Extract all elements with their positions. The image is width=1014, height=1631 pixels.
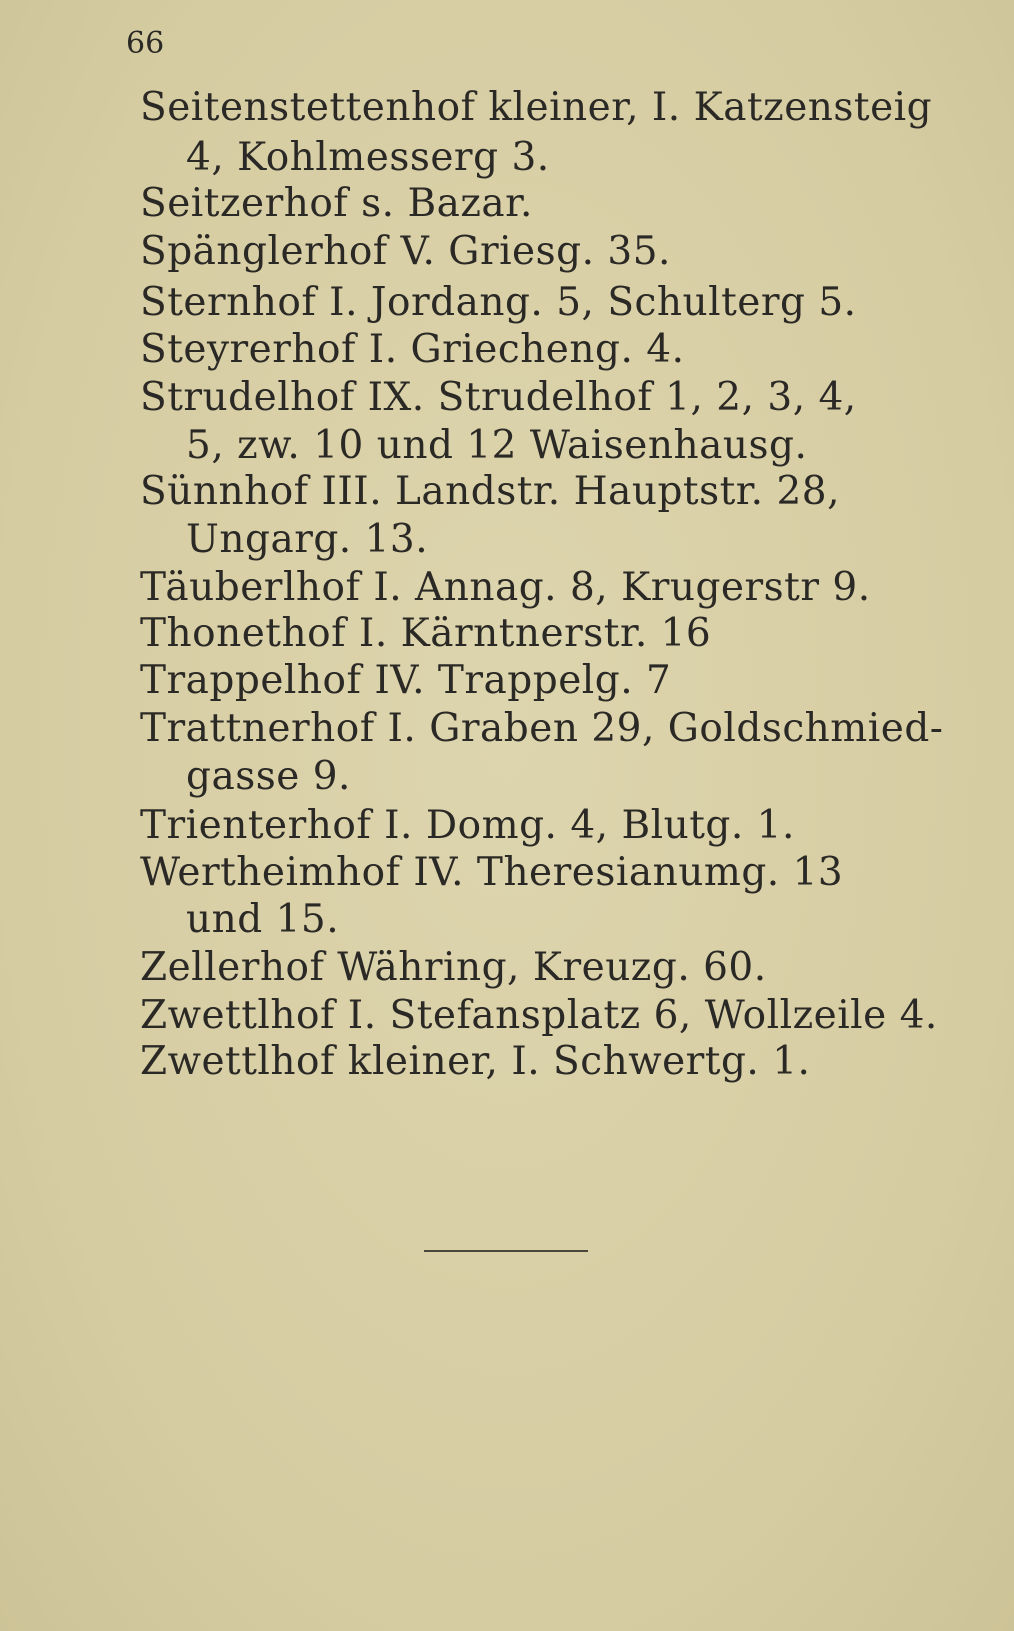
entry-continuation: 4, Kohlmesserg 3. <box>186 135 550 180</box>
entry-line: Trattnerhof I. Graben 29, Goldschmied- <box>140 706 944 751</box>
section-end-rule <box>424 1250 588 1252</box>
entry-line: Thonethof I. Kärntnerstr. 16 <box>140 611 712 656</box>
entry-continuation: 5, zw. 10 und 12 Waisenhausg. <box>186 423 808 468</box>
entry-line: Spänglerhof V. Griesg. 35. <box>140 229 671 274</box>
entry-line: Wertheimhof IV. Theresianumg. 13 <box>140 850 844 895</box>
entry-line: Sünnhof III. Landstr. Hauptstr. 28, <box>140 469 840 514</box>
entry-line: Strudelhof IX. Strudelhof 1, 2, 3, 4, <box>140 375 857 420</box>
entry-continuation: und 15. <box>186 897 340 942</box>
entry-line: Sternhof I. Jordang. 5, Schulterg 5. <box>140 280 857 325</box>
entry-continuation: Ungarg. 13. <box>186 517 429 562</box>
entry-line: Seitenstettenhof kleiner, I. Katzensteig <box>140 85 933 130</box>
entry-line: Seitzerhof s. Bazar. <box>140 181 533 226</box>
entry-line: Trienterhof I. Domg. 4, Blutg. 1. <box>140 803 795 848</box>
entry-line: Trappelhof IV. Trappelg. 7 <box>140 658 672 703</box>
entry-line: Täuberlhof I. Annag. 8, Krugerstr 9. <box>140 565 871 610</box>
entry-continuation: gasse 9. <box>186 754 351 799</box>
page-number: 66 <box>126 26 165 61</box>
entry-line: Zwettlhof kleiner, I. Schwertg. 1. <box>140 1039 811 1084</box>
entry-line: Zwettlhof I. Stefansplatz 6, Wollzeile 4. <box>140 993 938 1038</box>
entry-line: Steyrerhof I. Griecheng. 4. <box>140 327 685 372</box>
entry-line: Zellerhof Währing, Kreuzg. 60. <box>140 945 767 990</box>
